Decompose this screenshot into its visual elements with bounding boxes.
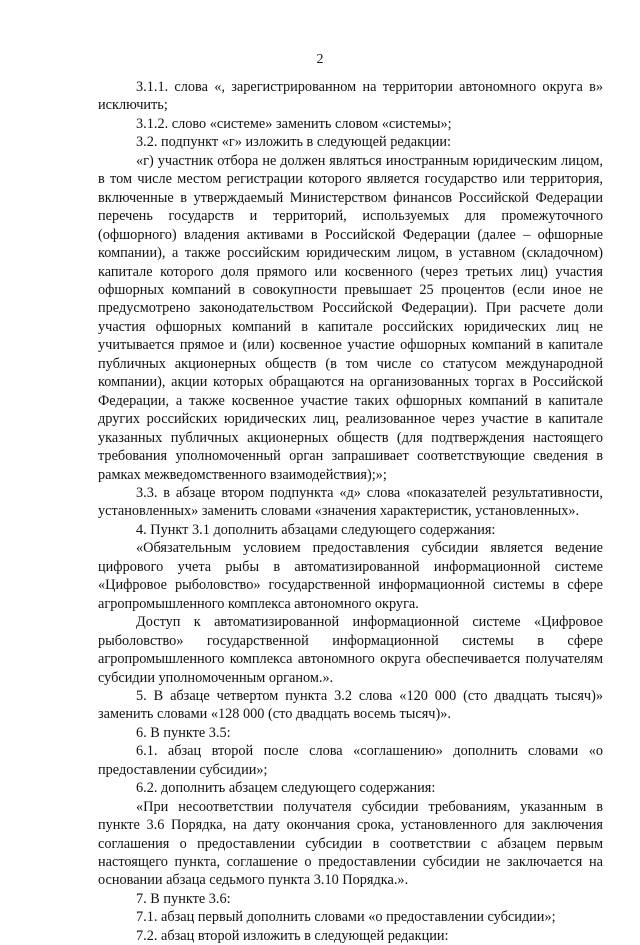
paragraph-7: 7. В пункте 3.6: [136, 890, 231, 907]
paragraph-3-1-2: 3.1.2. слово «системе» заменить словом «системы»; [136, 115, 452, 132]
paragraph-6: 6. В пункте 3.5: [136, 724, 231, 741]
document-body [98, 78, 603, 945]
paragraph-3-2: 3.2. подпункт «г» изложить в следующей редакции: [136, 134, 451, 151]
paragraph-4: 4. Пункт 3.1 дополнить абзацами следующего содержания: [136, 521, 496, 538]
paragraph-3-3: 3.3. в абзаце втором подпункта «д» слова «показателей результативности, установленных» заменить словами «значения характеристик, установленных». [98, 484, 603, 520]
paragraph-3-1-1: 3.1.1. слова «, зарегистрированном на территории автономного округа в» исключить; [98, 79, 603, 114]
page-number: 2 [316, 52, 324, 67]
paragraph-mandatory-condition: «Обязательным условием предоставления субсидии является ведение цифрового учета рыбы в автоматизированной информационной системе «Цифровое рыболовство» государственной информационной системы в сфере агропромышленного комплекса автономного округа. [98, 540, 603, 612]
paragraph-5: 5. В абзаце четвертом пункта 3.2 слова «120 000 (сто двадцать тысяч)» заменить словами «128 000 (сто двадцать восемь тысяч)». [98, 687, 603, 723]
paragraph-non-compliance: «При несоответствии получателя субсидии требованиям, указанным в пункте 3.6 Порядка, на дату окончания срока, установленного для заключения соглашения о предоставлении субсидии в соответствии с абзацем первым настоящего пункта, соглашение о предоставлении субсидии не заключается на основании абзаца седьмого пункта 3.10 Порядка.». [98, 798, 603, 889]
paragraph-system-access: Доступ к автоматизированной информационной системе «Цифровое рыболовство» государственной информационной системы в сфере агропромышленного комплекса автономного округа обеспечивается получателям субсидии уполномоченным органом.». [98, 614, 603, 686]
paragraph-7-2: 7.2. абзац второй изложить в следующей редакции: [136, 927, 449, 944]
paragraph-6-2: 6.2. дополнить абзацем следующего содержания: [136, 780, 436, 797]
paragraph-7-1: 7.1. абзац первый дополнить словами «о предоставлении субсидии»; [136, 909, 556, 926]
paragraph-6-1: 6.1. абзац второй после слова «соглашению» дополнить словами «о предоставлении субсидии»; [98, 743, 603, 778]
paragraph-subpoint-g: «г) участник отбора не должен являться иностранным юридическим лицом, в том числе местом регистрации которого является государство или территория, включенные в утверждаемый Министерством финансов Российской Федерации перечень государств и территорий, используемых для промежуточного (офшорного) владения активами в Российской Федерации (далее – офшорные компании), а также российским юридическим лицом, в уставном (складочном) капитале которого доля прямого или косвенного (через третьих лиц) участия офшорных компаний в совокупности превышает 25 процентов (если иное не предусмотрено законодательством Российской Федерации). При расчете доли участия офшорных компаний в капитале российских юридических лиц не учитывается прямое и (или) косвенное участие офшорных компаний в капитале публичных акционерных обществ (в том числе со статусом международной компании), акции которых обращаются на организованных торгах в Российской Федерации, а также косвенное участие таких офшорных компаний в капитале других российских юридических лиц, реализованное через участие в капитале указанных публичных акционерных обществ (для подтверждения настоящего требования уполномоченный орган запрашивает соответствующие сведения в рамках межведомственного взаимодействия);»; [98, 152, 603, 483]
